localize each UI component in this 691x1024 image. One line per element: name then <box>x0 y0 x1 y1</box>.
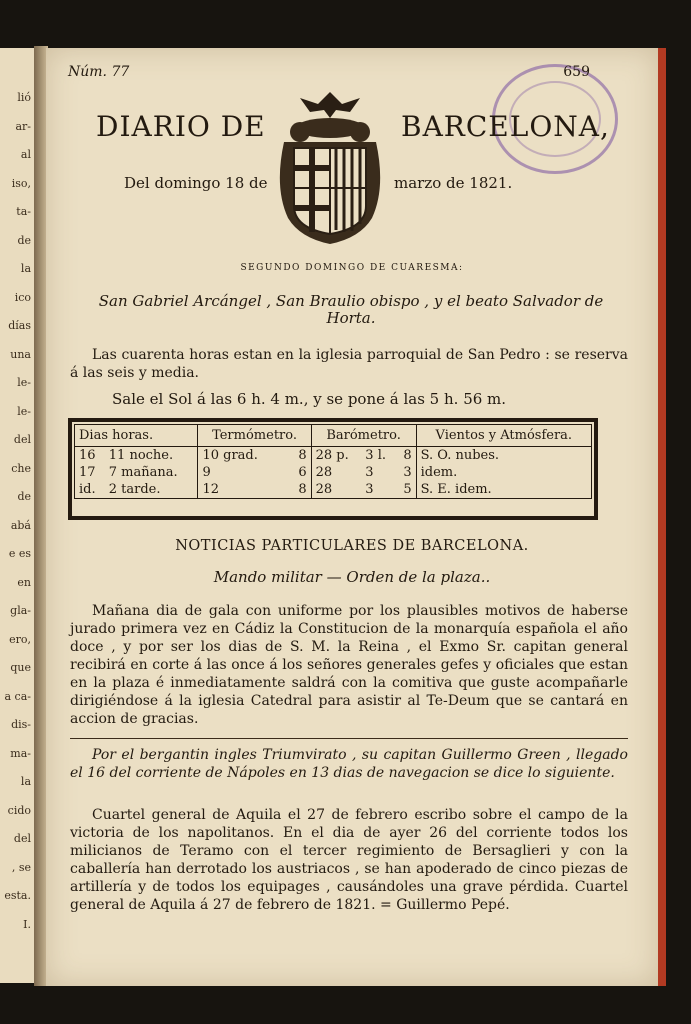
weather-row <box>75 481 592 499</box>
left-page-fragment: ma- <box>10 746 31 760</box>
left-page-fragment: ero, <box>9 632 31 646</box>
left-page-fragment: de <box>17 233 31 247</box>
left-page-fragment: dis- <box>11 718 31 731</box>
weather-cell-baro-l: 3 l. <box>365 448 386 463</box>
left-page-fragment: esta. <box>4 889 31 902</box>
weather-cell-baro-x: 8 <box>403 448 412 463</box>
weather-row <box>75 447 592 465</box>
left-page-fragment: del <box>13 832 31 845</box>
col-header-days: Dias horas. <box>75 425 198 447</box>
left-page-fragment: iso, <box>11 176 31 190</box>
weather-cell-baro-p: 28 <box>311 481 361 499</box>
weather-cell-temp: 9 <box>198 464 288 481</box>
weather-cell-baro-p: 28 p. <box>311 447 361 465</box>
left-page-edge <box>0 48 37 983</box>
weather-cell-day: id. <box>79 482 96 497</box>
weather-cell-baro-p: 28 <box>311 464 361 481</box>
left-page-fragment: días <box>8 319 31 332</box>
weather-cell-hour: 2 tarde. <box>108 482 161 497</box>
weather-cell-day: 16 <box>79 448 96 463</box>
left-page-fragment: a ca- <box>4 689 31 703</box>
weather-cell-temp: 12 <box>198 481 288 499</box>
weather-cell-baro-l: 3 <box>365 482 374 497</box>
left-page-fragment: la <box>20 262 31 275</box>
left-page-fragment: le- <box>17 404 31 418</box>
left-page-fragment: e es <box>8 547 31 560</box>
left-page-fragment: ico <box>14 290 31 304</box>
left-page-fragment: I. <box>23 917 31 931</box>
coat-of-arms-icon <box>270 88 390 248</box>
weather-cell-wind: S. E. idem. <box>416 481 591 499</box>
saints-of-day: San Gabriel Arcángel , San Braulio obispo , y el beato Salvador de Horta. <box>98 292 604 327</box>
col-header-winds: Vientos y Atmósfera. <box>416 425 591 447</box>
brigantine-intro: Por el bergantin ingles Triumvirato , su capitan Guillermo Green , llegado el 16 del corriente de Nápoles en 13 dias de navegacion se dice lo siguiente. <box>70 747 628 781</box>
news-subheading: Mando militar — Orden de la plaza.. <box>213 568 491 586</box>
newspaper-page <box>46 48 666 986</box>
weather-cell-temp-frac: 8 <box>298 482 307 497</box>
weather-cell-wind: S. O. nubes. <box>416 447 591 465</box>
issue-number: Núm. 77 <box>68 64 130 80</box>
left-page-fragment: la <box>20 775 31 788</box>
masthead-left: DIARIO DE <box>96 110 266 143</box>
left-page-fragment: ta- <box>16 205 31 218</box>
weather-cell-baro-x: 3 <box>403 465 412 480</box>
forty-hours-notice: Las cuarenta horas estan en la iglesia parroquial de San Pedro : se reserva á las seis y media. <box>70 347 628 381</box>
left-page-fragment: de <box>17 490 31 503</box>
date-left: Del domingo 18 de <box>124 174 268 192</box>
military-order-paragraph: Mañana dia de gala con uniforme por los plausibles motivos de haberse jurado primera vez en Cádiz la Constitucion de la monarquía española el año doce , y por ser los dias de S. M. la Reina , el Exmo Sr. capitan general recibirá en corte á las once á los señores generales gefes y oficiales que estan en la plaza é inmediatamente saldrá con la comitiva que guste acompañarle dirigiéndose á la iglesia Catedral para asistir al Te-Deum que se cantará en accion de gracias. <box>70 603 628 727</box>
aquila-dispatch: Cuartel general de Aquila el 27 de febrero escribo sobre el campo de la victoria de los napolitanos. En el dia de ayer 26 del corriente todos los milicianos de Teramo con el tercer regimiento de Bersaglieri y con la caballería han derrotado los austriacos , se han apoderado de cinco piezas de artillería y de todos los equipages , causándoles una grave pérdida. Cuartel general de Aquila á 27 de febrero de 1821. = Guillermo Pepé. <box>70 807 628 913</box>
left-page-fragment: al <box>20 148 31 161</box>
left-page-fragment: lió <box>17 91 31 104</box>
weather-cell-baro-x: 5 <box>403 482 412 497</box>
left-page-fragment: le- <box>17 376 31 389</box>
sun-times: Sale el Sol á las 6 h. 4 m., y se pone á las 5 h. 56 m. <box>112 390 507 408</box>
date-right: marzo de 1821. <box>394 174 513 192</box>
section-divider <box>70 738 628 739</box>
left-page-fragment: que <box>10 661 31 674</box>
left-page-fragment: che <box>11 461 31 475</box>
weather-cell-baro-l: 3 <box>365 465 374 480</box>
weather-cell-temp: 10 grad. <box>198 447 288 465</box>
weather-cell-wind: idem. <box>416 464 591 481</box>
weather-table <box>68 418 598 520</box>
left-page-fragment: una <box>10 347 31 361</box>
weather-row <box>75 464 592 481</box>
masthead-right: BARCELONA, <box>401 110 610 143</box>
col-header-thermometer: Termómetro. <box>198 425 311 447</box>
news-heading: NOTICIAS PARTICULARES DE BARCELONA. <box>175 538 529 554</box>
left-page-fragment: cido <box>7 803 31 817</box>
weather-cell-temp-frac: 6 <box>298 465 307 480</box>
weather-cell-hour: 11 noche. <box>108 448 174 463</box>
weather-cell-day: 17 <box>79 465 96 480</box>
page-number: 659 <box>563 64 590 80</box>
weather-cell-hour: 7 mañana. <box>108 465 178 480</box>
left-page-fragment: , se <box>11 860 31 874</box>
col-header-barometer: Barómetro. <box>311 425 416 447</box>
left-page-fragment: del <box>13 433 31 446</box>
left-page-fragment: abá <box>10 518 31 532</box>
liturgical-day: SEGUNDO DOMINGO DE CUARESMA: <box>240 263 464 273</box>
left-page-fragment: gla- <box>10 604 31 617</box>
left-page-fragment: en <box>17 575 31 589</box>
weather-cell-temp-frac: 8 <box>298 448 307 463</box>
left-page-fragment: ar- <box>15 119 31 133</box>
